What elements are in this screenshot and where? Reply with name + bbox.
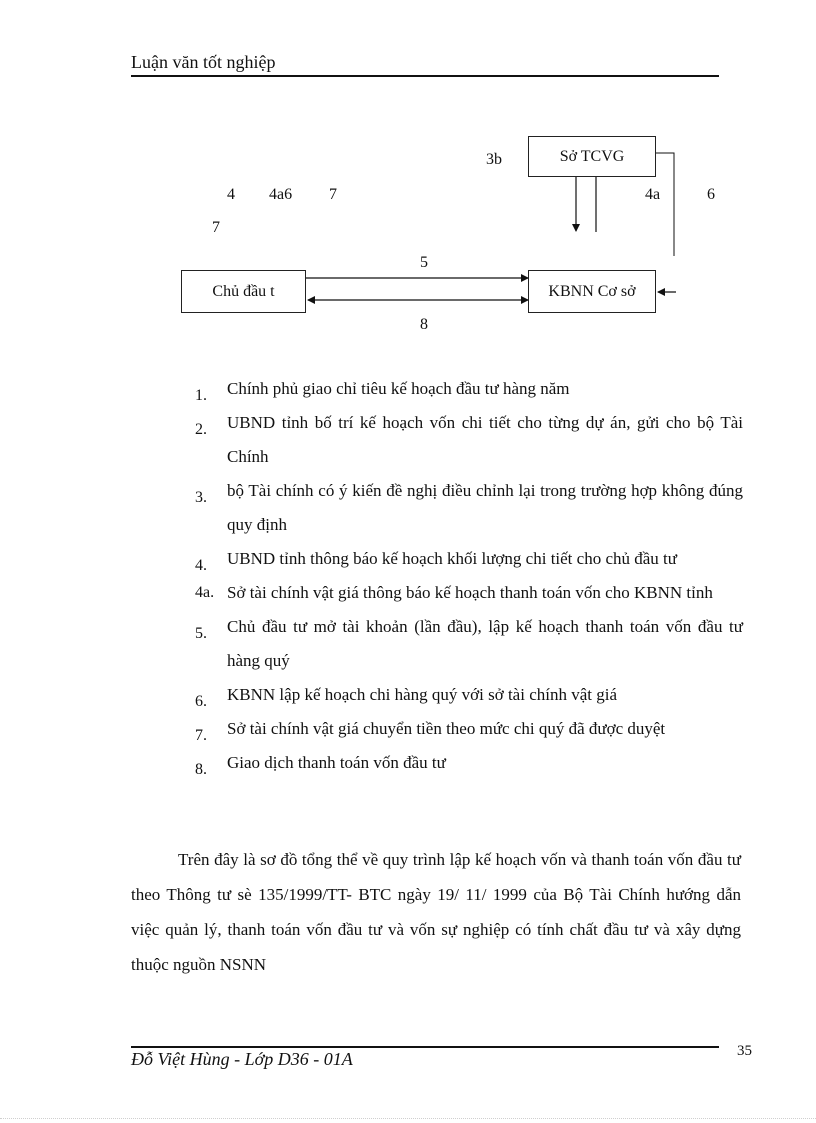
connector-right: [656, 153, 674, 256]
label-5: 5: [420, 254, 428, 271]
step-number: 5.: [195, 625, 207, 642]
label-8: 8: [420, 316, 428, 333]
page-number: 35: [737, 1043, 752, 1059]
step-text: Sở tài chính vật giá thông báo kế hoạch thanh toán vốn cho KBNN tỉnh: [227, 583, 713, 602]
step-number: 8.: [195, 761, 207, 778]
list-item: [195, 576, 743, 610]
step-number: 2.: [195, 421, 207, 438]
flow-diagram: [0, 0, 816, 360]
label-3b: 3b: [486, 151, 502, 168]
step-number: 7.: [195, 727, 207, 744]
list-item: [195, 406, 743, 474]
box-chu-dau-tu: Chủ đầu t: [181, 270, 306, 313]
box-so-tcvg: Sở TCVG: [528, 136, 656, 177]
list-item: [195, 474, 743, 542]
step-text: Chủ đầu tư mở tài khoản (lần đầu), lập kế hoạch thanh toán vốn đầu tư hàng quý: [227, 617, 743, 670]
footer-author: Đỗ Việt Hùng - Lớp D36 - 01A: [131, 1049, 353, 1069]
box-kbnn-co-so: KBNN Cơ sở: [528, 270, 656, 313]
step-number: 3.: [195, 489, 207, 506]
list-item: [195, 610, 743, 678]
label-7-left: 7: [212, 219, 220, 236]
step-number: 4a.: [195, 584, 215, 601]
list-item: [195, 678, 743, 712]
list-item: [195, 372, 743, 406]
footer-rule: [131, 1046, 719, 1048]
page-bottom-dotted-line: [0, 1118, 816, 1119]
list-item: [195, 542, 743, 576]
step-number: 1.: [195, 387, 207, 404]
step-number: 6.: [195, 693, 207, 710]
step-text: Sở tài chính vật giá chuyển tiền theo mức chi quý đã được duyệt: [227, 719, 666, 738]
label-4: 4: [227, 186, 235, 203]
step-text: bộ Tài chính có ý kiến đề nghị điều chỉnh lại trong trường hợp không đúng quy định: [227, 481, 743, 534]
label-6: 6: [707, 186, 715, 203]
label-4a: 4a: [645, 186, 661, 203]
steps-list: [195, 372, 743, 780]
step-text: Giao dịch thanh toán vốn đầu tư: [227, 753, 446, 772]
label-4a6: 4a6: [269, 186, 293, 203]
step-text: Chính phủ giao chỉ tiêu kế hoạch đầu tư hàng năm: [227, 379, 570, 398]
list-item: [195, 712, 743, 746]
step-text: UBND tỉnh thông báo kế hoạch khối lượng chi tiết cho chủ đầu tư: [227, 549, 677, 568]
page-header-title: Luận văn tốt nghiệp: [131, 52, 276, 72]
step-text: KBNN lập kế hoạch chi hàng quý với sở tài chính vật giá: [227, 685, 618, 704]
list-item: [195, 746, 743, 780]
label-7-top: 7: [329, 186, 337, 203]
step-number: 4.: [195, 557, 207, 574]
step-text: UBND tỉnh bố trí kế hoạch vốn chi tiết cho từng dự án, gửi cho bộ Tài Chính: [227, 413, 743, 466]
summary-paragraph: Trên đây là sơ đồ tổng thể về quy trình lập kế hoạch vốn và thanh toán vốn đầu tư theo Thông tư sè 135/1999/TT- BTC ngày 19/ 11/ 1999 của Bộ Tài Chính hướng dẫn việc quản lý, thanh toán vốn đầu tư và vốn sự nghiệp có tính chất đầu tư và xây dựng thuộc nguồn NSNN: [131, 850, 741, 974]
